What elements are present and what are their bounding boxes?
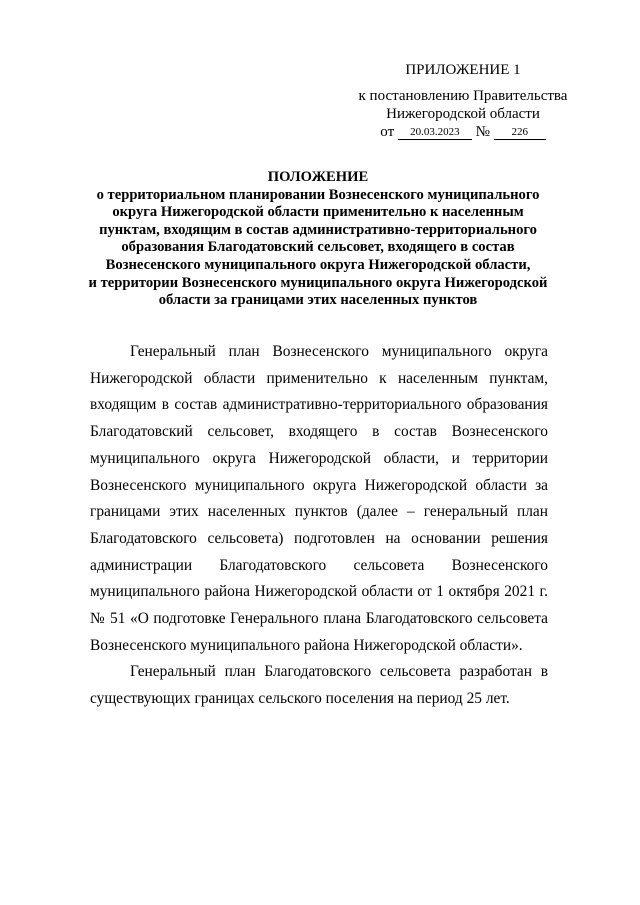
appendix-label: ПРИЛОЖЕНИЕ 1 bbox=[405, 62, 521, 78]
resolution-number: 226 bbox=[494, 125, 546, 140]
title-line: о территориальном планировании Вознесенского муниципального bbox=[96, 186, 540, 203]
body-paragraph-1: Генеральный план Вознесенского муниципального округа Нижегородской области применительно к населенным пунктам, входящим в состав административно-территориального образования Благодатовский сельсовет, входящего в состав Вознесенского муниципального округа Нижегородской области, и территории Вознесенского муниципального округа Нижегородской области за границами этих населенных пунктов (далее – генеральный план Благодатовского сельсовета) подготовлен на основании решения администрации Благодатовского сельсовета Вознесенского муниципального района Нижегородской области от 1 октября 2021 г. № 51 «О подготовке Генерального плана Благодатовского сельсовета Вознесенского муниципального района Нижегородской области». bbox=[90, 343, 548, 654]
title-line: и территории Вознесенского муниципального округа Нижегородской bbox=[88, 274, 548, 291]
appendix-header bbox=[348, 61, 578, 141]
title-line: образования Благодатовский сельсовет, входящего в состав bbox=[121, 239, 515, 256]
number-sign: № bbox=[475, 124, 490, 140]
document-title bbox=[88, 169, 548, 310]
title-heading: ПОЛОЖЕНИЕ bbox=[267, 169, 369, 185]
appendix-resolution-line: к постановлению Правительства bbox=[358, 88, 568, 104]
from-prefix: от bbox=[380, 124, 395, 140]
appendix-region-line: Нижегородской области bbox=[386, 106, 540, 122]
document-body bbox=[90, 339, 548, 713]
resolution-date: 20.03.2023 bbox=[398, 125, 472, 140]
title-line: округа Нижегородской области применительно к населенным bbox=[112, 204, 524, 221]
body-paragraph-2: Генеральный план Благодатовского сельсовета разработан в существующих границах сельского поселения на период 25 лет. bbox=[90, 663, 548, 708]
appendix-date-number-line bbox=[348, 123, 578, 141]
title-line: пунктам, входящим в состав административно-территориального bbox=[99, 221, 537, 238]
title-line: области за границами этих населенных пунктов bbox=[158, 292, 478, 309]
title-line: Вознесенского муниципального округа Нижегородской области, bbox=[105, 256, 531, 273]
